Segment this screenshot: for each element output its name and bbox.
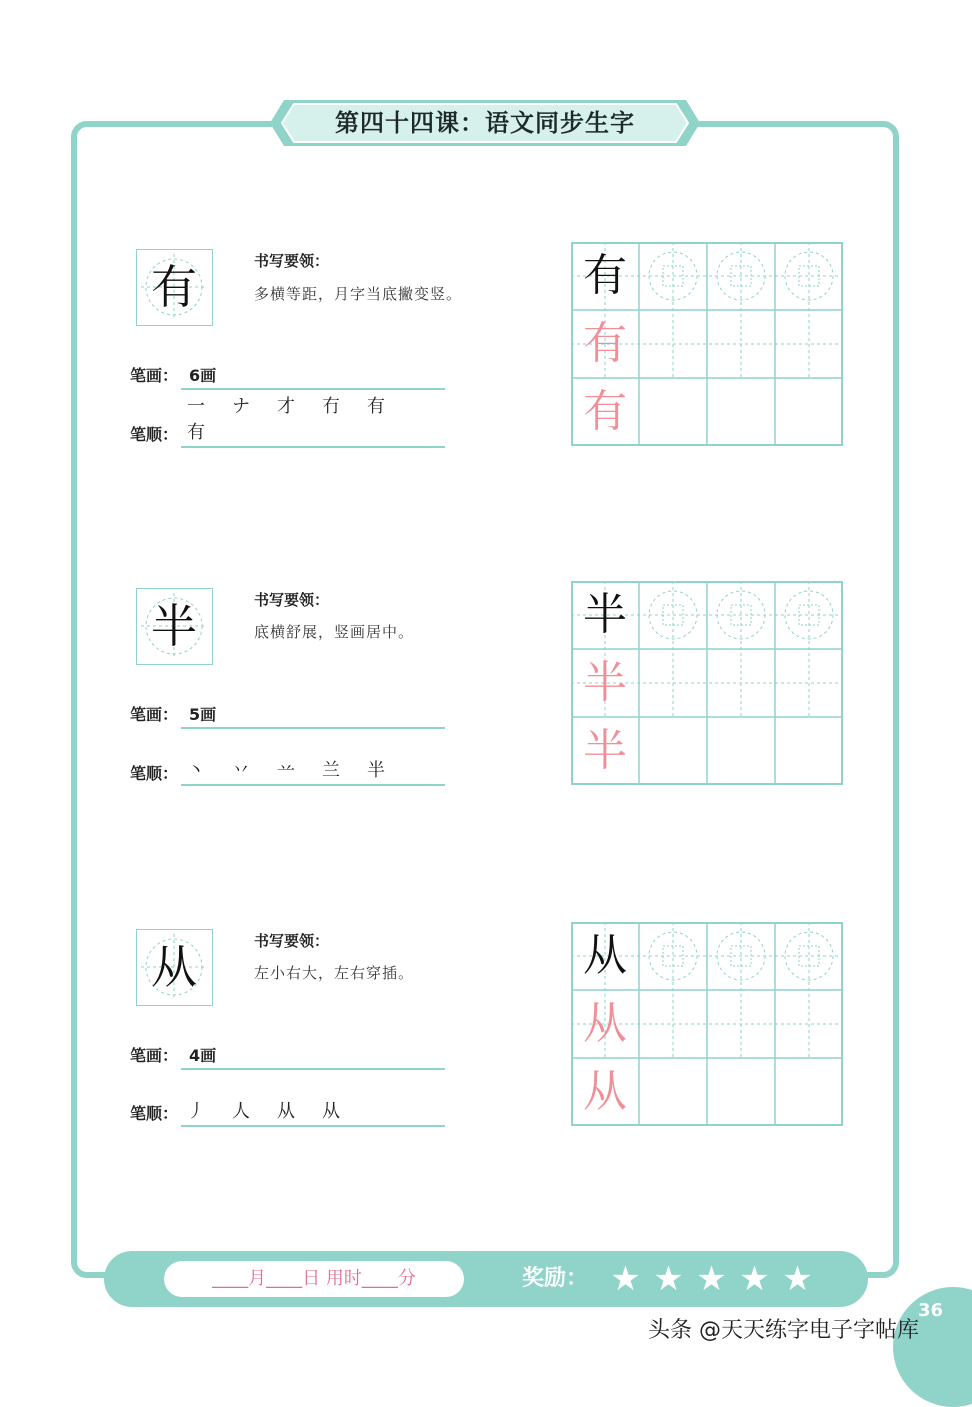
stroke-step: 才 [277, 396, 295, 417]
stroke-step: 从 [277, 1101, 295, 1122]
stroke-step: 丶 [187, 760, 205, 781]
grid-char-model: 从 [583, 930, 627, 981]
stroke-step: 冇 [322, 396, 340, 417]
strokes-label: 笔画： [130, 1046, 179, 1065]
order-line [181, 756, 445, 786]
strokes-line [181, 360, 445, 390]
model-char: 有 [151, 260, 197, 314]
grid-char-model: 有 [583, 250, 627, 301]
order-label: 笔顺： [130, 425, 179, 444]
stroke-step: 兰 [322, 760, 340, 781]
stroke-step: 半 [367, 760, 385, 781]
order-line [181, 396, 445, 448]
grid-char-trace: 从 [583, 998, 627, 1049]
practice-grid[interactable] [571, 242, 843, 446]
stroke-step: 䒑 [277, 760, 295, 781]
order-label: 笔顺： [130, 1104, 179, 1123]
model-char: 从 [151, 940, 197, 994]
stroke-order-list [187, 1097, 367, 1123]
tips-text: 左小右大，左右穿插。 [254, 964, 415, 982]
stroke-step: 从 [322, 1101, 340, 1122]
tips-text: 底横舒展，竖画居中。 [254, 623, 415, 641]
stroke-order-list [187, 756, 412, 782]
stroke-step: 有 [367, 396, 385, 417]
star-icon[interactable]: ★ [782, 1259, 813, 1299]
stroke-step: 人 [232, 1101, 250, 1122]
tips-label: 书写要领： [254, 591, 330, 609]
stroke-step: 丷 [232, 760, 250, 781]
model-char-box [136, 249, 213, 326]
stroke-step: 一 [187, 396, 205, 417]
reward-label: 奖励： [522, 1266, 589, 1291]
footer-bar [104, 1251, 868, 1307]
strokes-label: 笔画： [130, 366, 179, 385]
strokes-line [181, 1040, 445, 1070]
grid-char-model: 半 [583, 589, 627, 640]
stroke-step: ナ [232, 396, 250, 417]
strokes-count: 5画 [189, 705, 217, 724]
strokes-count: 4画 [189, 1046, 217, 1065]
page-title: 第四十四课：语文同步生字 [335, 109, 635, 137]
star-icon[interactable]: ★ [739, 1259, 770, 1299]
grid-char-trace: 有 [583, 318, 627, 369]
strokes-label: 笔画： [130, 705, 179, 724]
grid-char-trace: 有 [583, 386, 627, 437]
page-number: 36 [918, 1300, 944, 1321]
grid-char-trace: 从 [583, 1066, 627, 1117]
strokes-count: 6画 [189, 366, 217, 385]
stroke-order-list [187, 392, 445, 444]
stroke-step: 丿 [187, 1101, 205, 1122]
model-char-box [136, 588, 213, 665]
star-icon[interactable]: ★ [653, 1259, 684, 1299]
tips-label: 书写要领： [254, 932, 330, 950]
watermark-text: 头条 @天天练字电子字帖库 [648, 1318, 919, 1343]
order-line [181, 1097, 445, 1127]
date-time-field[interactable]: ____月____日 用时____分 [164, 1261, 464, 1297]
practice-grid[interactable] [571, 922, 843, 1126]
star-icon[interactable]: ★ [610, 1259, 641, 1299]
model-char: 半 [151, 599, 197, 653]
tips-text: 多横等距，月字当底撇变竖。 [254, 285, 463, 303]
tips-label: 书写要领： [254, 252, 330, 270]
stroke-step: 有 [187, 422, 205, 443]
strokes-line [181, 699, 445, 729]
order-label: 笔顺： [130, 764, 179, 783]
grid-char-trace: 半 [583, 725, 627, 776]
grid-char-trace: 半 [583, 657, 627, 708]
star-icon[interactable]: ★ [696, 1259, 727, 1299]
model-char-box [136, 929, 213, 1006]
reward-stars [604, 1260, 819, 1298]
practice-grid[interactable] [571, 581, 843, 785]
